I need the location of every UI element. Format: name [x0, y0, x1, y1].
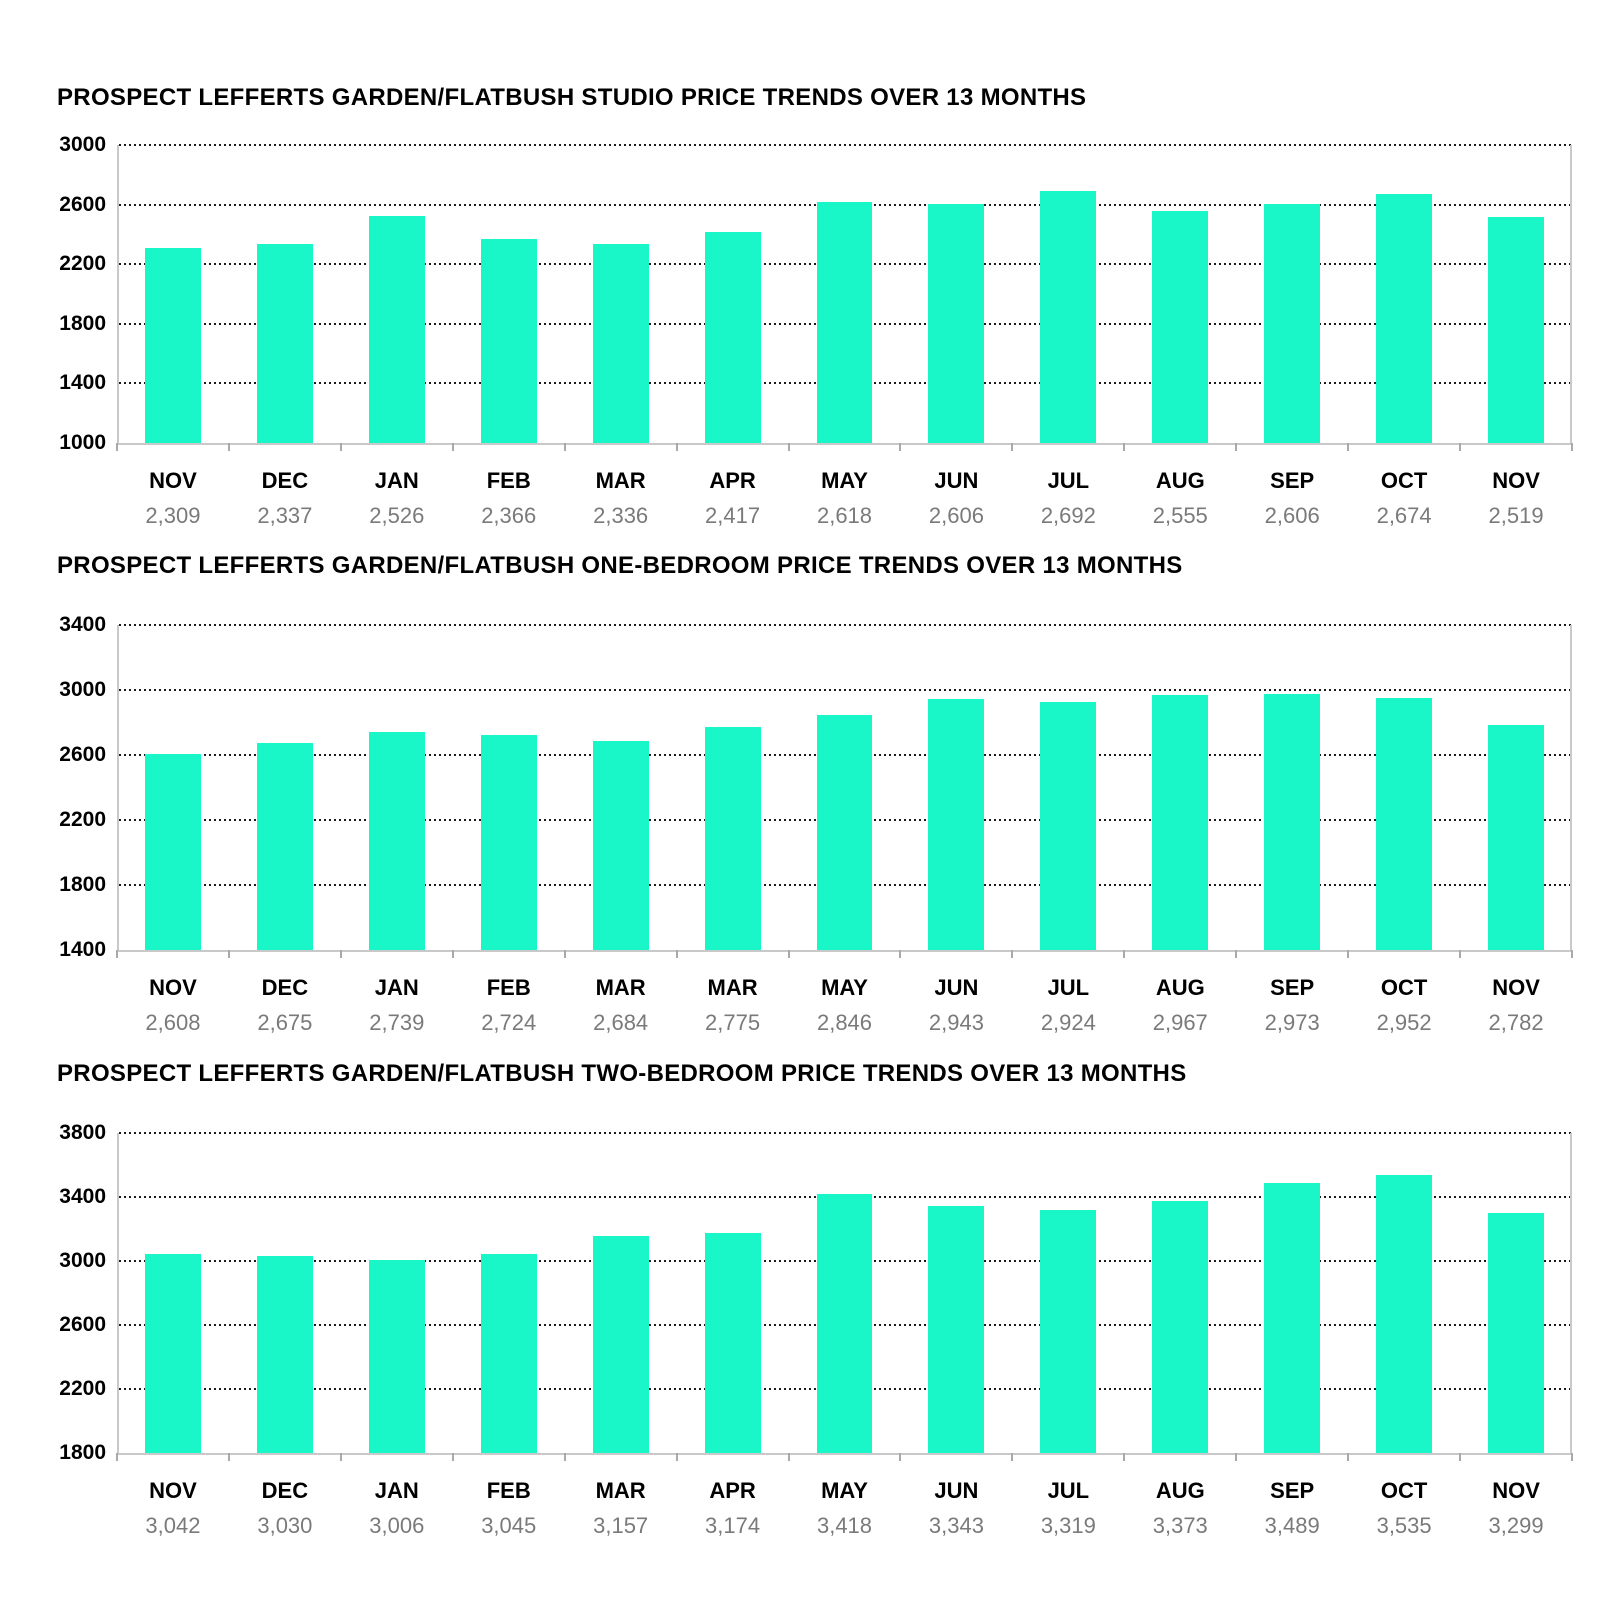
month-label: APR [709, 1478, 756, 1503]
month-label: FEB [486, 975, 531, 1000]
x-axis-tick [1571, 1453, 1573, 1461]
value-label: 2,519 [1488, 503, 1544, 528]
right-axis-line [1570, 1133, 1572, 1453]
month-label: NOV [149, 468, 197, 493]
month-label: SEP [1270, 975, 1315, 1000]
month-label: DEC [261, 1478, 309, 1503]
x-axis-tick [788, 1453, 790, 1461]
month-label: JUN [934, 1478, 979, 1503]
value-label: 2,924 [1040, 1010, 1096, 1035]
month-label: MAR [707, 975, 758, 1000]
bar-oct-11 [1376, 1175, 1432, 1453]
x-axis-tick [676, 1453, 678, 1461]
x-axis-tick [788, 950, 790, 958]
bar-jan-2 [369, 732, 425, 950]
bar-may-6 [817, 202, 873, 443]
month-label: SEP [1270, 1478, 1315, 1503]
value-label: 2,337 [257, 503, 313, 528]
x-axis-tick [228, 1453, 230, 1461]
bar-jun-7 [928, 204, 984, 443]
value-label: 2,336 [593, 503, 649, 528]
bar-jul-8 [1040, 1210, 1096, 1453]
y-axis [48, 613, 106, 1042]
gridline [119, 689, 1572, 691]
month-label: JAN [374, 468, 419, 493]
bar-jan-2 [369, 216, 425, 443]
value-label: 3,006 [369, 1513, 425, 1538]
value-label: 3,489 [1264, 1513, 1320, 1538]
month-label: JUL [1047, 468, 1090, 493]
x-axis-tick [1011, 950, 1013, 958]
bar-mar-4 [593, 1236, 649, 1453]
value-label: 3,042 [145, 1513, 201, 1538]
month-label: NOV [149, 1478, 197, 1503]
value-label: 3,343 [928, 1513, 984, 1538]
bar-nov-12 [1488, 725, 1544, 950]
bar-jul-8 [1040, 191, 1096, 443]
gridline [119, 1132, 1572, 1134]
month-label: AUG [1155, 975, 1205, 1000]
value-label: 2,417 [705, 503, 761, 528]
x-axis-tick [899, 443, 901, 451]
x-axis-line [117, 1453, 1572, 1455]
bar-mar-4 [593, 741, 649, 950]
y-axis-tick-label: 3000 [59, 678, 106, 701]
month-label: NOV [1492, 975, 1540, 1000]
bar-jul-8 [1040, 702, 1096, 950]
bar-nov-0 [145, 248, 201, 443]
bar-oct-11 [1376, 698, 1432, 950]
month-label: AUG [1155, 468, 1205, 493]
y-axis-tick-label: 2600 [59, 1313, 106, 1336]
x-axis-tick [1123, 1453, 1125, 1461]
x-axis-tick [1235, 950, 1237, 958]
y-axis-tick-label: 3400 [59, 613, 106, 636]
value-label: 2,973 [1264, 1010, 1320, 1035]
y-axis-line [117, 625, 119, 950]
value-label: 2,674 [1376, 503, 1432, 528]
x-axis-tick [564, 443, 566, 451]
x-axis-tick [1459, 443, 1461, 451]
x-axis-tick [676, 443, 678, 451]
y-axis-line [117, 1133, 119, 1453]
value-label: 2,366 [481, 503, 537, 528]
y-axis-tick-label: 1000 [59, 431, 106, 454]
value-label: 2,943 [928, 1010, 984, 1035]
right-axis-line [1570, 145, 1572, 443]
one-bedroom-chart-section [0, 552, 1600, 1042]
x-axis-tick [340, 950, 342, 958]
x-axis-tick [1235, 1453, 1237, 1461]
bar-nov-0 [145, 1254, 201, 1453]
bar-nov-0 [145, 754, 201, 950]
y-axis-tick-label: 1800 [59, 311, 106, 335]
bar-apr-5 [705, 1233, 761, 1453]
month-label: JUN [934, 468, 979, 493]
bar-mar-5 [705, 727, 761, 950]
month-label: MAY [821, 1478, 868, 1503]
two-bedroom-chart [48, 1121, 1588, 1545]
bar-jun-7 [928, 699, 984, 950]
month-label: AUG [1155, 1478, 1205, 1503]
bar-jan-2 [369, 1260, 425, 1453]
y-axis-tick-label: 2600 [59, 192, 106, 216]
month-label: NOV [149, 975, 197, 1000]
x-axis-tick [1011, 1453, 1013, 1461]
y-axis-tick-label: 3000 [59, 1249, 106, 1272]
x-axis-tick [1459, 1453, 1461, 1461]
x-axis-tick [452, 950, 454, 958]
x-axis-tick [116, 443, 118, 451]
x-axis-tick [452, 1453, 454, 1461]
bar-oct-11 [1376, 194, 1432, 443]
month-label: MAR [595, 468, 646, 493]
value-label: 3,535 [1376, 1513, 1432, 1538]
y-axis-tick-label: 2200 [59, 1377, 106, 1400]
value-label: 2,526 [369, 503, 425, 528]
month-label: OCT [1380, 1478, 1428, 1503]
y-axis [48, 1121, 106, 1545]
x-axis-tick [1347, 950, 1349, 958]
x-axis-tick [452, 443, 454, 451]
x-axis-tick [1347, 1453, 1349, 1461]
y-axis-line [117, 145, 119, 443]
bar-feb-3 [481, 239, 537, 443]
value-label: 2,606 [928, 503, 984, 528]
one-bedroom-chart [48, 613, 1588, 1042]
month-label: MAR [595, 1478, 646, 1503]
value-label: 3,045 [481, 1513, 537, 1538]
bar-mar-4 [593, 244, 649, 443]
value-label: 2,555 [1152, 503, 1208, 528]
bar-nov-12 [1488, 217, 1544, 443]
value-label: 3,319 [1040, 1513, 1096, 1538]
value-label: 3,174 [705, 1513, 761, 1538]
bar-dec-1 [257, 743, 313, 950]
value-label: 2,952 [1376, 1010, 1432, 1035]
y-axis-tick-label: 3400 [59, 1185, 106, 1208]
month-label: FEB [486, 1478, 531, 1503]
y-axis-tick-label: 2200 [59, 808, 106, 831]
studio-chart-section [0, 84, 1600, 535]
two-bedroom-chart-title: PROSPECT LEFFERTS GARDEN/FLATBUSH TWO-BEDROOM PRICE TRENDS OVER 13 MONTHS [57, 1060, 1187, 1087]
value-label: 2,608 [145, 1010, 201, 1035]
month-label: FEB [486, 468, 531, 493]
month-label: OCT [1380, 468, 1428, 493]
value-label: 2,724 [481, 1010, 537, 1035]
bar-dec-1 [257, 1256, 313, 1453]
gridline [119, 144, 1572, 146]
y-axis [48, 133, 106, 535]
x-axis-tick [899, 1453, 901, 1461]
value-label: 3,157 [593, 1513, 649, 1538]
bar-may-6 [817, 1194, 873, 1453]
x-axis-tick [899, 950, 901, 958]
x-axis-tick [1011, 443, 1013, 451]
month-label: JUL [1047, 1478, 1090, 1503]
plot-area [117, 1133, 1572, 1453]
y-axis-tick-label: 1400 [59, 371, 106, 395]
x-axis-tick [1571, 950, 1573, 958]
value-label: 2,782 [1488, 1010, 1544, 1035]
bar-sep-10 [1264, 694, 1320, 950]
month-label: DEC [261, 975, 309, 1000]
month-label: MAY [821, 468, 868, 493]
y-axis-tick-label: 2600 [59, 743, 106, 766]
right-axis-line [1570, 625, 1572, 950]
y-axis-tick-label: 1800 [59, 1441, 106, 1464]
x-axis-tick [1123, 443, 1125, 451]
value-label: 3,418 [816, 1513, 873, 1538]
x-axis-tick [676, 950, 678, 958]
bar-feb-3 [481, 1254, 537, 1453]
x-axis-tick [340, 1453, 342, 1461]
one-bedroom-chart-title: PROSPECT LEFFERTS GARDEN/FLATBUSH ONE-BEDROOM PRICE TRENDS OVER 13 MONTHS [57, 552, 1183, 579]
bar-dec-1 [257, 244, 313, 443]
value-label: 2,309 [145, 503, 201, 528]
x-axis-tick [116, 1453, 118, 1461]
value-label: 2,675 [257, 1010, 313, 1035]
bar-may-6 [817, 715, 873, 950]
plot-area [117, 145, 1572, 443]
x-axis-tick [340, 443, 342, 451]
x-axis-tick [1571, 443, 1573, 451]
bar-aug-9 [1152, 211, 1208, 443]
two-bedroom-chart-section [0, 1060, 1600, 1545]
x-axis-tick [1235, 443, 1237, 451]
x-axis-line [117, 950, 1572, 952]
y-axis-tick-label: 3000 [59, 133, 106, 156]
value-label: 3,373 [1152, 1513, 1208, 1538]
x-axis-tick [228, 443, 230, 451]
month-label: MAY [821, 975, 868, 1000]
x-axis-tick [564, 1453, 566, 1461]
month-label: DEC [261, 468, 309, 493]
x-axis-tick [1459, 950, 1461, 958]
gridline [119, 624, 1572, 626]
bar-nov-12 [1488, 1213, 1544, 1453]
studio-chart-title: PROSPECT LEFFERTS GARDEN/FLATBUSH STUDIO PRICE TRENDS OVER 13 MONTHS [57, 84, 1087, 111]
value-label: 2,775 [705, 1010, 761, 1035]
month-label: MAR [595, 975, 646, 1000]
bar-aug-9 [1152, 695, 1208, 950]
x-axis-tick [788, 443, 790, 451]
month-label: NOV [1492, 1478, 1540, 1503]
month-label: JUN [934, 975, 979, 1000]
bar-sep-10 [1264, 204, 1320, 443]
month-label: OCT [1380, 975, 1428, 1000]
plot-area [117, 625, 1572, 950]
y-axis-tick-label: 1800 [59, 873, 106, 896]
value-label: 2,846 [816, 1010, 873, 1035]
x-axis-tick [1347, 443, 1349, 451]
bar-sep-10 [1264, 1183, 1320, 1453]
x-axis-tick [564, 950, 566, 958]
bar-aug-9 [1152, 1201, 1208, 1453]
bar-apr-5 [705, 232, 761, 443]
month-label: JAN [374, 1478, 419, 1503]
value-label: 3,030 [257, 1513, 313, 1538]
month-label: SEP [1270, 468, 1315, 493]
x-axis-line [117, 443, 1572, 445]
month-label: APR [709, 468, 756, 493]
value-label: 3,299 [1488, 1513, 1544, 1538]
value-label: 2,967 [1152, 1010, 1208, 1035]
y-axis-tick-label: 1400 [59, 938, 106, 961]
bar-feb-3 [481, 735, 537, 950]
month-label: JAN [374, 975, 419, 1000]
value-label: 2,739 [369, 1010, 425, 1035]
y-axis-tick-label: 3800 [59, 1121, 106, 1144]
bar-jun-7 [928, 1206, 984, 1453]
value-label: 2,618 [816, 503, 873, 528]
y-axis-tick-label: 2200 [59, 252, 106, 276]
month-label: JUL [1047, 975, 1090, 1000]
value-label: 2,692 [1040, 503, 1096, 528]
x-axis-tick [1123, 950, 1125, 958]
value-label: 2,684 [593, 1010, 649, 1035]
x-axis-tick [116, 950, 118, 958]
value-label: 2,606 [1264, 503, 1320, 528]
x-axis-tick [228, 950, 230, 958]
studio-chart [48, 133, 1588, 535]
month-label: NOV [1492, 468, 1540, 493]
